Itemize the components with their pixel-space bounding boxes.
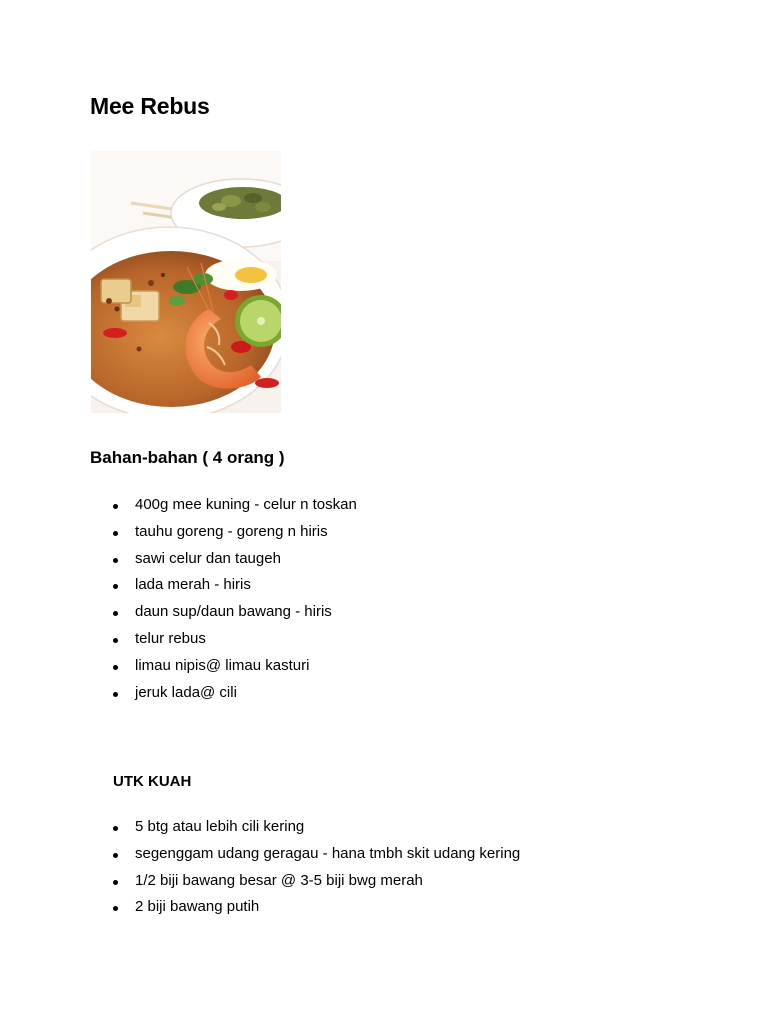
- list-item: daun sup/daun bawang - hiris: [0, 602, 357, 629]
- list-item: jeruk lada@ cili: [0, 683, 357, 710]
- noodle-soup-photo-icon: [91, 151, 281, 413]
- list-item: 2 biji bawang putih: [0, 897, 520, 924]
- list-item: 400g mee kuning - celur n toskan: [0, 495, 357, 522]
- list-item: sawi celur dan taugeh: [0, 549, 357, 576]
- ingredients-heading: Bahan-bahan ( 4 orang ): [90, 448, 285, 467]
- list-item: telur rebus: [0, 629, 357, 656]
- page-title: Mee Rebus: [90, 93, 210, 119]
- list-item: 1/2 biji bawang besar @ 3-5 biji bwg merah: [0, 871, 520, 898]
- kuah-heading: UTK KUAH: [113, 773, 192, 790]
- kuah-list: [0, 817, 520, 924]
- ingredients-list: [0, 495, 357, 709]
- list-item: segenggam udang geragau - hana tmbh skit udang kering: [0, 844, 520, 871]
- list-item: 5 btg atau lebih cili kering: [0, 817, 520, 844]
- list-item: tauhu goreng - goreng n hiris: [0, 522, 357, 549]
- list-item: lada merah - hiris: [0, 575, 357, 602]
- recipe-photo: [91, 151, 281, 413]
- list-item: limau nipis@ limau kasturi: [0, 656, 357, 683]
